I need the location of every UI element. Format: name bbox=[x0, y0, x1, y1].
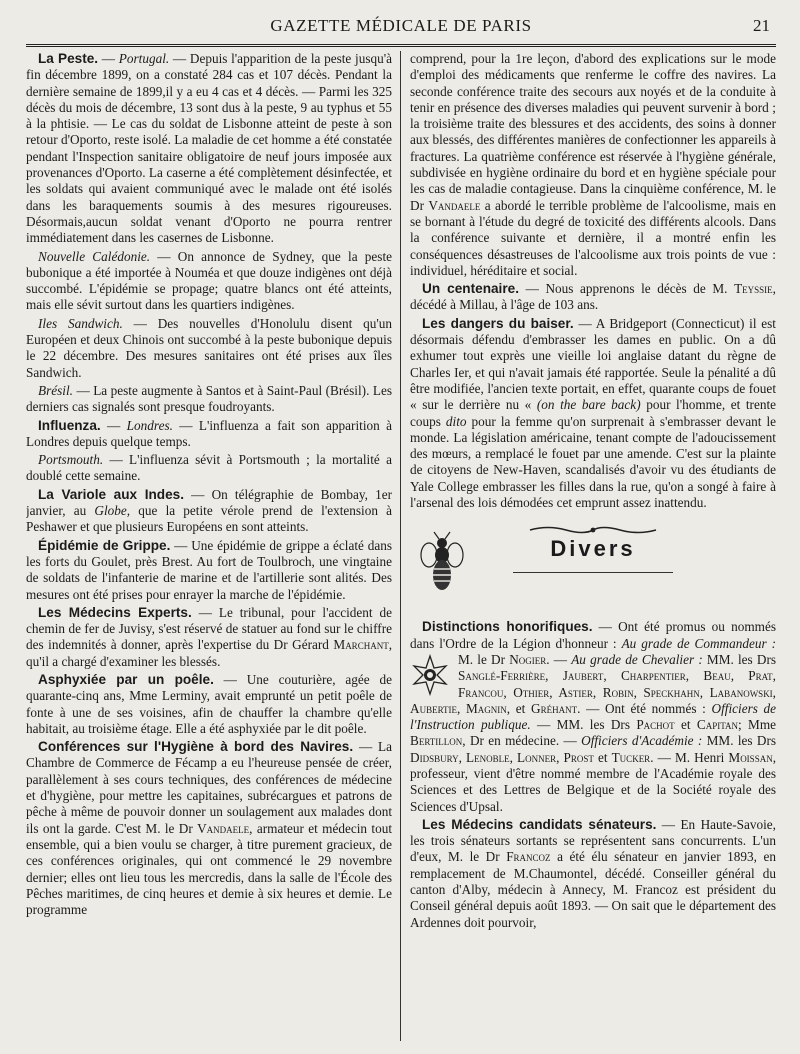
heading-experts: Les Médecins Experts. bbox=[38, 604, 192, 620]
heading-senateurs: Les Médecins candidats sénateurs. bbox=[422, 816, 657, 832]
text-dist-nogier: Nogier. bbox=[509, 651, 550, 667]
text-conferences-name: Vandaele, bbox=[197, 820, 253, 836]
subheading-londres: Londres. bbox=[126, 417, 173, 433]
text-portsmouth: L'influenza sévit à Portsmouth ; la mortalité a doublé cette semaine. bbox=[26, 452, 393, 484]
text-baiser-quote: (on the bare back) bbox=[536, 397, 641, 413]
text-baiser-a: A Bridgeport (Connecticut) il est désormais défendu d'embrasser les dames en public. On a dû exhumer tout exprès une vieille loi anglaise datant du règne de Charles Ier, et qui n'avait jamais été rapportée. Seule la pénalité a dû être modifiée, l'ancien texte portait, en effet, quarante coups de fouet « sur le derrière nu « bbox=[410, 315, 776, 413]
text-senateurs-francoz: Francoz bbox=[506, 849, 551, 865]
columns bbox=[26, 51, 776, 1041]
text-dist-grehant: Gréhant. bbox=[531, 700, 581, 716]
left-column bbox=[26, 51, 401, 1041]
text-asphyxie: Une couturière, agée de quarante-cinq ans, Mme Lerminy, avait emprunté un petit poêle de fonte à une de ses voisines, afin de chauffer la chambre qu'elle habitait, au troisième étage. Elle a été asphyxiée par le dit poêle. bbox=[26, 671, 392, 736]
ornament-divider bbox=[528, 525, 658, 535]
article-experts: Les Médecins Experts. — Le tribunal, pour l'accident de chemin de fer de Juvisy, s'est réservé de statuer au fond sur le chiffre des indemnités à donner, après l'expertise du Dr Gérard Marchant, qu'il a chargé d'examiner les blessés. bbox=[26, 604, 393, 669]
heading-centenaire: Un centenaire. bbox=[422, 281, 519, 297]
text-conf-cont-b: a abordé le terrible problème de l'alcoolisme, mais en se bornant à l'étude du degré de toxicité des différents alcools. Dans la conférence suivante et dernière, il a montré enfin les conséquences désastreuses de l'alcoolisme aux trois points de vue : individuel, héréditaire et social. bbox=[410, 197, 776, 278]
article-variole: La Variole aux Indes. — On télégraphie de Bombay, 1er janvier, au Globe, que la petite vérole prend de l'extension à Peshawer et que plusieurs Européens en sont atteints. bbox=[26, 486, 393, 535]
text-dist-i: Dr en médecine. — bbox=[469, 733, 577, 749]
text-sandwich: Des nouvelles d'Honolulu disent qu'un Européen et deux Chinois ont succombé à la peste bubonique depuis le 22 décembre. Des mesures sanitaires ont été prises aux îles Sandwich. bbox=[26, 315, 392, 380]
article-portsmouth: Portsmouth. — L'influenza sévit à Portsmouth ; la mortalité a doublé cette semaine. bbox=[26, 452, 393, 484]
text-dist-h: Mme bbox=[748, 717, 776, 733]
text-dist-capitan: Capitan; bbox=[696, 717, 742, 733]
subheading-portugal: Portugal. bbox=[118, 51, 170, 66]
text-centenaire-b: décédé à Millau, à l'âge de 103 ans. bbox=[410, 297, 599, 313]
text-baiser-b: pour l'homme, et trente coups bbox=[410, 397, 776, 429]
text-experts-b: qu'il a chargé d'examiner les blessés. bbox=[26, 653, 221, 669]
subheading-caledonie: Nouvelle Calédonie. bbox=[38, 248, 151, 264]
article-bresil: Brésil. — La peste augmente à Santos et à Saint-Paul (Brésil). Les derniers cas signalés sont presque foudroyants. bbox=[26, 382, 392, 415]
heading-asphyxie: Asphyxiée par un poêle. bbox=[38, 671, 214, 687]
text-dist-l: — M. Henri bbox=[657, 749, 725, 765]
text-conf-cont-name: Vandaele bbox=[428, 197, 481, 213]
text-dist-j: MM. les Drs bbox=[706, 733, 776, 749]
text-variole-b: que la petite vérole prend de l'extension à Peshawer et que plusieurs Européens en sont atteints. bbox=[26, 503, 393, 535]
text-dist-d: et bbox=[515, 700, 526, 716]
text-senateurs-b: a été élu sénateur en janvier 1893, en remplacement de M.Chaumontel, décédé. Conseiller général du canton d'Alby, médecin à Annecy, M. Francoz est président du Conseil général depuis août 1893. — On sait que le département des Ardennes doit pourvoir, bbox=[410, 849, 776, 930]
article-sandwich: Iles Sandwich. — Des nouvelles d'Honolulu disent qu'un Européen et deux Chinois ont succombé à la peste bubonique depuis le 22 décembre. Des mesures sanitaires ont été prises aux îles Sandwich. bbox=[26, 315, 392, 380]
text-variole-globe: Globe, bbox=[94, 503, 131, 519]
article-senateurs: Les Médecins candidats sénateurs. — En Haute-Savoie, les trois sénateurs sortants se représentent sans concurrents. L'un d'eux, M. le Dr Francoz a été élu sénateur en janvier 1893, en remplacement de M.Chaumontel, décédé. Conseiller général du canton d'Alby, médecin à Annecy, M. Francoz est président du Conseil général depuis août 1893. — On sait que le département des Ardennes doit pourvoir, bbox=[410, 816, 776, 930]
subheading-bresil: Brésil. bbox=[38, 382, 73, 398]
text-dist-tucker: Tucker. bbox=[611, 749, 654, 765]
text-dist-grade-chev: Au grade de Chevalier : bbox=[571, 651, 703, 667]
text-caledonie: On annonce de Sydney, que la peste bubonique a été importée à Nouméa et que douze indigènes ont déjà succombé. L'épidémie se propage; quatre blancs ont été atteints, mais elle sévit surtout dans les quartiers indigènes. bbox=[26, 248, 393, 313]
article-influenza: Influenza. — Londres. — L'influenza a fait son apparition à Londres depuis quelque temps. bbox=[26, 417, 392, 449]
text-conferences-a: La Chambre de Commerce de Fécamp a eu l'heureuse pensée de créer, parallèlement à ses cours techniques, des conférences de médecine et d'hygiène, pour mettre les capitaines, subrécargues et patrons de pêche à même de pouvoir donner un soulagement aux malades dont ils ont la garde. C'est M. le Dr bbox=[26, 739, 392, 836]
text-dist-officiers-ip: Officiers de l'Instruction publique. bbox=[410, 700, 776, 733]
article-asphyxie: Asphyxiée par un poêle. — Une couturière, agée de quarante-cinq ans, Mme Lerminy, avait emprunté un petit poêle de fonte à une de ses voisines, afin de chauffer la chambre qu'elle habitait, au troisième étage. Elle a été asphyxiée par le dit poêle. bbox=[26, 671, 392, 736]
text-conf-cont-a: comprend, pour la 1re leçon, d'abord des explications sur le mode d'emploi des médicaments que renferme le coffre des navires. La seconde conférence traite des secours aux noyés et de la conduite à tenir en présence des diverses maladies qui peuvent survenir à bord ; la troisième traite des blessures et des accidents, des soins à donner aux blessés, des différentes manières de confectionner les appareils à fractures. La quatrième conférence est réservée à l'hygiène générale, subdivisée en hygiène ordinaire du bord et en hygiène spéciale pour les cas de maladie contagieuse. Dans la cinquième conférence, M. le Dr bbox=[410, 51, 776, 213]
text-dist-moissan: Moissan, bbox=[728, 749, 776, 765]
divers-section-header bbox=[410, 525, 776, 609]
text-dist-f: — MM. les Drs bbox=[537, 717, 630, 733]
text-dist-e: — Ont été nommés : bbox=[586, 700, 706, 716]
subheading-portsmouth: Portsmouth. bbox=[38, 452, 104, 468]
text-conferences-b: armateur et médecin tout ensemble, qui a bien voulu se charger, à titre purement gracieux, de ces conférences originales, qui ont commencé le 29 novembre dernier; elles ont lieu tous les mercredis, dans la salle de l'École des Pêches maritimes, de cinq heures et demie à six heures et demie. Le programme bbox=[26, 820, 393, 918]
text-baiser-dito: dito bbox=[445, 413, 467, 429]
text-dist-a: Ont été promus ou nommés dans l'Ordre de la Légion d'honneur : bbox=[410, 619, 776, 651]
article-conferences: Conférences sur l'Hygiène à bord des Navires. — La Chambre de Commerce de Fécamp a eu l'heureuse pensée de créer, parallèlement à ses cours techniques, des conférences de médecine et d'hygiène, pour mettre les capitaines, subrécargues et patrons de pêche à même de pouvoir donner un soulagement aux malades dont ils ont la garde. C'est M. le Dr Vandaele, armateur et médecin tout ensemble, qui a bien voulu se charger, à titre purement gracieux, de ces conférences originales, qui ont commencé le 29 novembre dernier; elles ont lieu tous les mercredis, dans la salle de l'École des Pêches maritimes, de cinq heures et demie à six heures et demie. Le programme bbox=[26, 739, 393, 918]
text-bresil: La peste augmente à Santos et à Saint-Paul (Brésil). Les derniers cas signalés sont presque foudroyants. bbox=[26, 382, 392, 415]
divers-title: Divers bbox=[550, 536, 636, 562]
text-experts-a: Le tribunal, pour l'accident de chemin de fer de Juvisy, s'est réservé de statuer au fond sur le chiffre des indemnités à donner, après l'expertise du Dr Gérard bbox=[26, 604, 393, 653]
text-dist-c: MM. les Drs bbox=[706, 651, 776, 667]
article-peste: La Peste. — Portugal. — Depuis l'apparition de la peste jusqu'à fin décembre 1899, on a constaté 284 cas et 107 décès. Pendant la dernière semaine de 1899,il y a eu 4 cas et 4 décès. — Parmi les 325 décès du mois de décembre, 13 sont dus à la peste, 9 au typhus et 55 à la phtisie. — Le cas du soldat de Lisbonne atteint de peste à son retour d'Oporto, reste isolé. La maladie de cet homme a été constatée pendant l'Inspection sanitaire obligatoire de neuf jours imposée aux provenances d'Oporto. La caserne a été complètement désinfectée, et les soldats qui avaient communiqué avec le malade ont été isolés dans les baraquements soumis à des mesures rigoureuses. Désormais,aucun soldat venant d'Oporto ne pourra rentrer immédiatement dans les casernes de Lisbonne. bbox=[26, 51, 393, 246]
text-dist-chev-names: Sanglé-Ferrière, Jaubert, Charpentier, Beau, Prat, Francou, Othier, Astier, Robin, Speckhahn, Labanowski, Aubertie, Magnin, bbox=[410, 668, 776, 716]
page-number: 21 bbox=[753, 16, 770, 35]
right-column bbox=[401, 51, 776, 1041]
text-dist-g: et bbox=[681, 717, 691, 733]
article-centenaire: Un centenaire. — Nous apprenons le décès de M. Teyssie, décédé à Millau, à l'âge de 103 ans. bbox=[410, 281, 776, 313]
divers-underline bbox=[513, 572, 673, 573]
article-caledonie: Nouvelle Calédonie. — On annonce de Sydney, que la peste bubonique a été importée à Nouméa et que douze indigènes ont déjà succombé. L'épidémie se propage; quatre blancs ont été atteints, mais elle sévit surtout dans les quartiers indigènes. bbox=[26, 248, 393, 313]
text-dist-bertillon: Bertillon, bbox=[410, 733, 466, 749]
article-distinctions: Distinctions honorifiques. — Ont été promus ou nommés dans l'Ordre de la Légion d'honneur : Au grade de Commandeur : M. le Dr Nogier. — Au grade de Chevalier : MM. les Drs Sanglé-Ferrière, Jaubert, Charpentier, Beau, Prat, Francou, Othier, Astier, Robin, Speckhahn, Labanowski, Aubertie, Magnin, et Gréhant. — Ont été nommés : Officiers de l'Instruction publique. — MM. les Drs Pachot et Capitan; Mme Bertillon, Dr en médecine. — Officiers d'Académie : MM. les Drs Didsbury, Lenoble, Lonner, Prost et Tucker. — M. Henri Moissan, professeur, vient d'être nommé membre de l'Académie royale des Sciences et des Lettres de Belgique et de la Société royale des Sciences d'Upsal. bbox=[410, 619, 776, 814]
text-dist-k: et bbox=[597, 749, 608, 765]
heading-variole: La Variole aux Indes. bbox=[38, 486, 185, 502]
article-grippe: Épidémie de Grippe. — Une épidémie de grippe a éclaté dans les forts du Goulet, près Brest. Au fort de Toulbroch, une vingtaine de soldats de l'infanterie de marine et de l'artillerie sont alités. Des mesures ont été prises pour enrayer la marche de l'épidémie. bbox=[26, 537, 392, 602]
article-conferences-cont bbox=[410, 51, 776, 279]
text-centenaire-name: Teyssie, bbox=[734, 281, 776, 297]
page-header bbox=[26, 0, 776, 44]
text-centenaire-a: Nous apprenons le décès de M. bbox=[545, 281, 728, 297]
heading-grippe: Épidémie de Grippe. bbox=[38, 537, 171, 553]
legion-honneur-medal-icon bbox=[410, 654, 450, 696]
heading-distinctions: Distinctions honorifiques. bbox=[422, 619, 593, 635]
text-grippe: Une épidémie de grippe a éclaté dans les forts du Goulet, près Brest. Au fort de Toulbroch, une vingtaine de soldats de l'infanterie de marine et de l'artillerie sont alités. Des mesures ont été prises pour enrayer la marche de l'épidémie. bbox=[26, 537, 392, 602]
heading-conferences: Conférences sur l'Hygiène à bord des Navires. bbox=[38, 739, 354, 755]
text-dist-m: professeur, vient d'être nommé membre de l'Académie royale des Sciences et des Lettres de Belgique et de la Société royale des Sciences d'Upsal. bbox=[410, 765, 776, 814]
text-dist-b: M. le Dr bbox=[458, 651, 505, 667]
text-dist-ac-names: Didsbury, Lenoble, Lonner, Prost bbox=[410, 749, 594, 765]
heading-peste: La Peste. bbox=[38, 51, 99, 66]
text-variole-a: On télégraphie de Bombay, 1er janvier, au bbox=[26, 486, 393, 519]
text-influenza: L'influenza a fait son apparition à Londres depuis quelque temps. bbox=[26, 417, 392, 449]
text-peste: Depuis l'apparition de la peste jusqu'à fin décembre 1899, on a constaté 284 cas et 107 décès. Pendant la dernière semaine de 1899,il y a eu 4 cas et 4 décès. — Parmi les 325 décès du mois de décembre, 13 sont dus à la peste, 9 au typhus et 55 à la phtisie. — Le cas du soldat de Lisbonne atteint de peste à son retour d'Oporto, reste isolé. La maladie de cet homme a été constatée pendant l'Inspection sanitaire obligatoire de neuf jours imposée aux provenances d'Oporto. La caserne a été complètement désinfectée, et les soldats qui avaient communiqué avec le malade ont été isolés dans les baraquements soumis à des mesures rigoureuses. Désormais,aucun soldat venant d'Oporto ne pourra rentrer immédiatement dans les casernes de Lisbonne. bbox=[26, 51, 393, 246]
text-dist-officiers-ac: Officiers d'Académie : bbox=[581, 733, 703, 749]
header-double-rule bbox=[26, 44, 776, 47]
heading-baiser: Les dangers du baiser. bbox=[422, 315, 574, 331]
bee-emblem-icon bbox=[420, 531, 464, 595]
text-senateurs-a: En Haute-Savoie, les trois sénateurs sortants se représentent sans concurrents. L'un d'eux, M. le Dr bbox=[410, 816, 776, 865]
article-baiser: Les dangers du baiser. — A Bridgeport (Connecticut) il est désormais défendu d'embrasser les dames en public. On a dû exhumer tout exprès une vieille loi anglaise datant du règne de Charles Ier, et qui n'avait jamais été rapportée. Seule la pénalité a dû être modifiée, l'ancien texte portait, en effet, quarante coups de fouet « sur le derrière nu « (on the bare back) pour l'homme, et trente coups dito pour la femme qu'on surprenait à s'embrasser devant le monde. La législation américaine, tenant compte de l'adoucissement des mœurs, a remplacé le fouet par une amende. C'est sur la plainte de citoyens de New-Haven, scandalisés d'avoir vu des étudiants de Yale College embrasser les filles dans la rue, qu'on a songé à faire à l'arsenal des lois démodées cet emprunt assez inattendu. bbox=[410, 315, 776, 511]
text-experts-name: Marchant, bbox=[333, 637, 393, 653]
subheading-sandwich: Iles Sandwich. bbox=[38, 315, 123, 331]
text-dist-grade-cmd: Au grade de Commandeur : bbox=[621, 635, 776, 651]
text-baiser-c: pour la femme qu'on surprenait à s'embrasser devant le monde. La législation américaine, tenant compte de l'adoucissement des mœurs, a remplacé le fouet par une amende. C'est sur la plainte de citoyens de New-Haven, scandalisés d'avoir vu des étudiants de Yale College embrasser les filles dans la rue, qu'on a songé à faire à l'arsenal des lois démodées cet emprunt assez inattendu. bbox=[410, 413, 776, 511]
journal-title: GAZETTE MÉDICALE DE PARIS bbox=[270, 16, 532, 35]
text-dist-pachot: Pachot bbox=[636, 717, 675, 733]
heading-influenza: Influenza. bbox=[38, 417, 101, 433]
